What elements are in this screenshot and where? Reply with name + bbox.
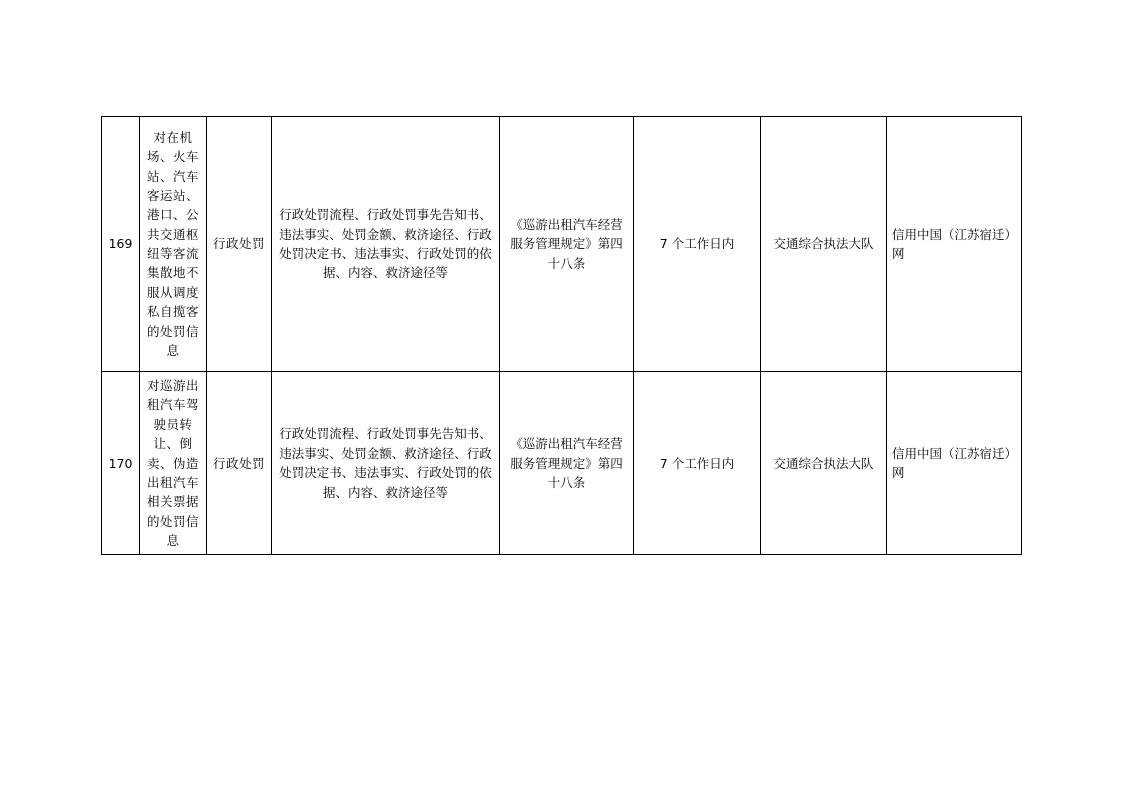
row-item-publish-channel: 信用中国（江苏宿迁）网 bbox=[887, 372, 1022, 555]
penalty-info-table bbox=[101, 116, 1022, 555]
row-item-time: 7 个工作日内 bbox=[634, 372, 761, 555]
row-item-basis: 《巡游出租汽车经营服务管理规定》第四十八条 bbox=[500, 372, 634, 555]
row-index: 170 bbox=[102, 372, 140, 555]
row-item-publish-channel: 信用中国（江苏宿迁）网 bbox=[887, 117, 1022, 372]
row-item-basis: 《巡游出租汽车经营服务管理规定》第四十八条 bbox=[500, 117, 634, 372]
row-item-name: 对巡游出租汽车驾驶员转让、倒卖、伪造出租汽车相关票据的处罚信息 bbox=[140, 372, 207, 555]
table-row bbox=[102, 117, 1022, 372]
row-index: 169 bbox=[102, 117, 140, 372]
row-item-name: 对在机场、火车站、汽车客运站、港口、公共交通枢纽等客流集散地不服从调度私自揽客的处罚信息 bbox=[140, 117, 207, 372]
row-item-type: 行政处罚 bbox=[207, 117, 272, 372]
table-row bbox=[102, 372, 1022, 555]
row-item-content: 行政处罚流程、行政处罚事先告知书、违法事实、处罚金额、救济途径、行政处罚决定书、违法事实、行政处罚的依据、内容、救济途径等 bbox=[272, 372, 500, 555]
row-item-department: 交通综合执法大队 bbox=[761, 117, 887, 372]
row-item-department: 交通综合执法大队 bbox=[761, 372, 887, 555]
row-item-type: 行政处罚 bbox=[207, 372, 272, 555]
row-item-time: 7 个工作日内 bbox=[634, 117, 761, 372]
row-item-content: 行政处罚流程、行政处罚事先告知书、违法事实、处罚金额、救济途径、行政处罚决定书、违法事实、行政处罚的依据、内容、救济途径等 bbox=[272, 117, 500, 372]
